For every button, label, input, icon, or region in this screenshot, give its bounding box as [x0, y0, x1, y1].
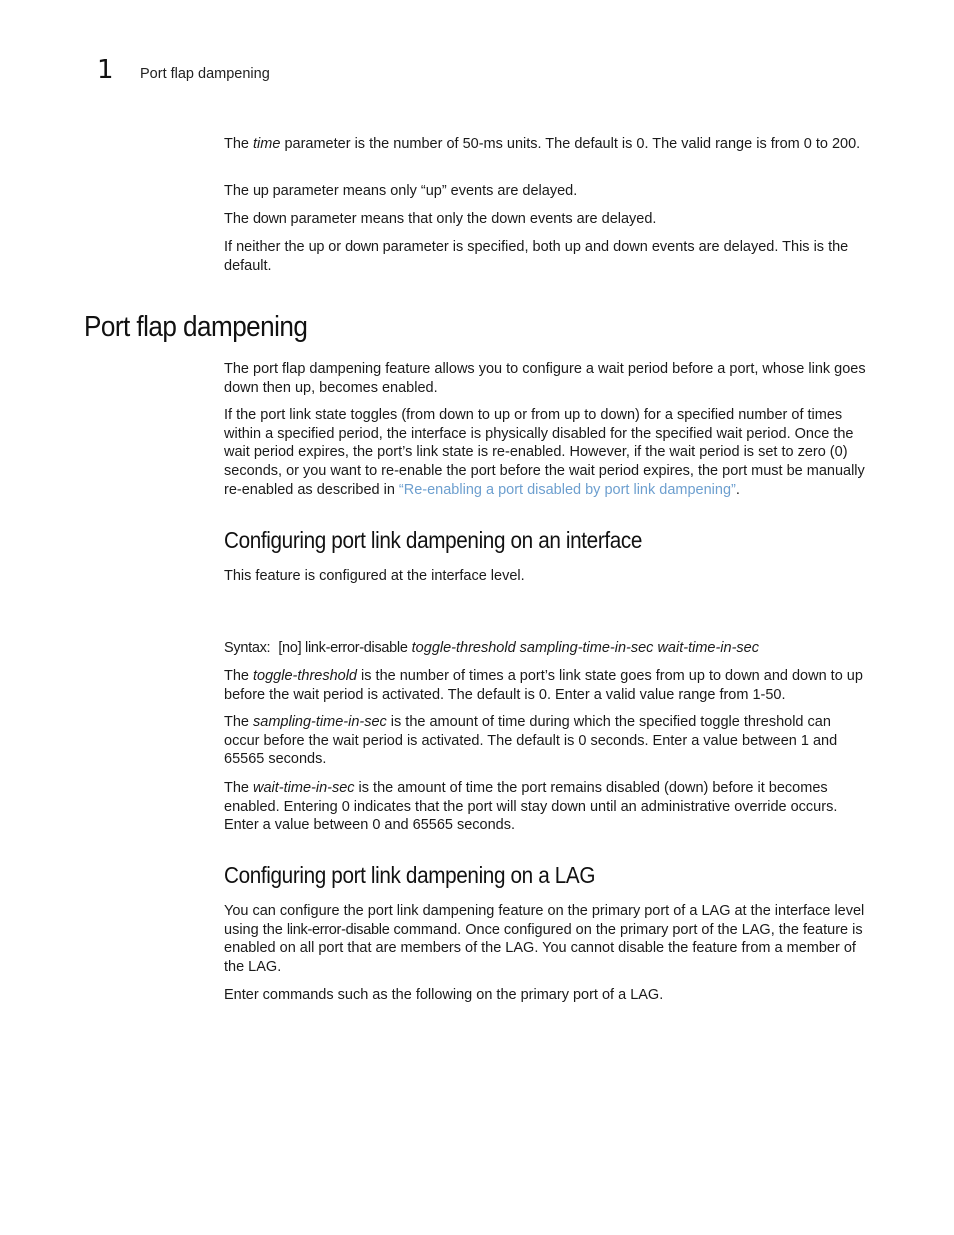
down-block — [224, 210, 870, 229]
section-heading: Port flap dampening — [84, 311, 308, 343]
text: is the amount of time the port remains disabled (down) before it becomes enabled. Entering 0 indicates that the port will stay down until an administrative override occurs. Enter a value between 0 and 65565 seconds. — [224, 780, 838, 834]
running-header-title: Port flap dampening — [140, 66, 270, 82]
text: The — [224, 136, 254, 152]
syntax-parameters: toggle-threshold sampling-time-in-sec wait-time-in-sec — [411, 640, 759, 656]
syntax-block — [224, 639, 870, 658]
keyword-up: up — [308, 239, 325, 255]
text: The — [224, 183, 254, 199]
section-p1-block — [224, 360, 870, 397]
sub2-p2-block — [224, 986, 870, 1005]
toggle-threshold-paragraph — [224, 667, 870, 704]
keyword-down: down — [253, 211, 287, 227]
lag-paragraph — [224, 902, 870, 977]
sub2-p1-block — [224, 902, 870, 977]
text: If neither the — [224, 239, 309, 255]
subsection-heading-interface: Configuring port link dampening on an interface — [224, 527, 643, 553]
section-intro-paragraph: The port flap dampening feature allows you to configure a wait period before a port, whose link goes down then up, becomes enabled. — [224, 361, 866, 396]
text: or — [324, 239, 346, 255]
syntax-line — [224, 639, 870, 658]
text: command. Once configured on the primary port of the LAG, the feature is enabled on all port that are members of the LAG. You cannot disable the feature from a member of the LAG. — [224, 921, 863, 976]
subsection-heading-lag: Configuring port link dampening on a LAG — [224, 862, 596, 888]
down-param-paragraph — [224, 210, 870, 229]
keyword-up: up — [253, 183, 269, 199]
sampling-time-paragraph — [224, 713, 870, 769]
time-param-paragraph — [224, 135, 870, 154]
sub1-p3-block — [224, 713, 870, 769]
text: parameter means that only the down events are delayed. — [286, 211, 657, 227]
text: parameter is the number of 50-ms units. The default is 0. The valid range is from 0 to 200. — [280, 136, 861, 152]
text: parameter is specified, both up and down events are delayed. This is the default. — [224, 239, 849, 274]
text: The — [224, 714, 254, 730]
param-time: time — [253, 136, 281, 152]
text: The — [224, 780, 254, 796]
default-block — [224, 238, 870, 275]
interface-level-paragraph: This feature is configured at the interface level. — [224, 568, 525, 584]
param-wait-time: wait-time-in-sec — [253, 780, 355, 796]
sub1-p1-block — [224, 567, 870, 586]
cross-reference-link[interactable]: “Re-enabling a port disabled by port link dampening” — [398, 481, 736, 498]
text: parameter means only “up” events are delayed. — [268, 183, 578, 199]
section-detail-paragraph — [224, 406, 870, 500]
text: is the number of times a port’s link state goes from up to down and down to up before the wait period is activated. The default is 0. Enter a valid value range from 1-50. — [224, 668, 863, 703]
text: The — [224, 211, 254, 227]
wait-time-paragraph — [224, 779, 870, 835]
default-paragraph — [224, 238, 870, 275]
sub1-p2-block — [224, 667, 870, 704]
text: You can configure the port link dampening feature on the primary port of a LAG at the interface level using the — [224, 903, 865, 938]
up-block — [224, 182, 870, 201]
syntax-command: [no] link-error-disable — [278, 640, 408, 656]
text: The — [224, 668, 254, 684]
text: is the amount of time during which the specified toggle threshold can occur before the wait period is activated. The default is 0 seconds. Enter a value between 1 and 65565 seconds. — [224, 714, 838, 768]
text: If the port link state toggles (from down to up or from up to down) for a specified number of times within a specified period, the interface is physically disabled for the specified wait period. Once the wait period expires, the port’s link state is re-enabled. However, if the wait period is set to zero (0) seconds, or you want to re-enable the port before the wait period expires, the port must be manually re-enabled as described in — [224, 407, 865, 498]
intro-block — [224, 135, 870, 154]
keyword-link-error-disable: link-error-disable — [286, 921, 390, 938]
up-param-paragraph — [224, 182, 870, 201]
param-sampling-time: sampling-time-in-sec — [253, 714, 387, 730]
param-toggle-threshold: toggle-threshold — [253, 668, 358, 684]
syntax-label: Syntax: — [224, 640, 271, 656]
text: . — [735, 481, 740, 498]
lag-commands-paragraph: Enter commands such as the following on the primary port of a LAG. — [224, 987, 664, 1003]
sub1-p4-block — [224, 779, 870, 835]
section-p2-block — [224, 406, 870, 500]
keyword-down: down — [345, 239, 379, 255]
chapter-number: 1 — [97, 55, 114, 85]
